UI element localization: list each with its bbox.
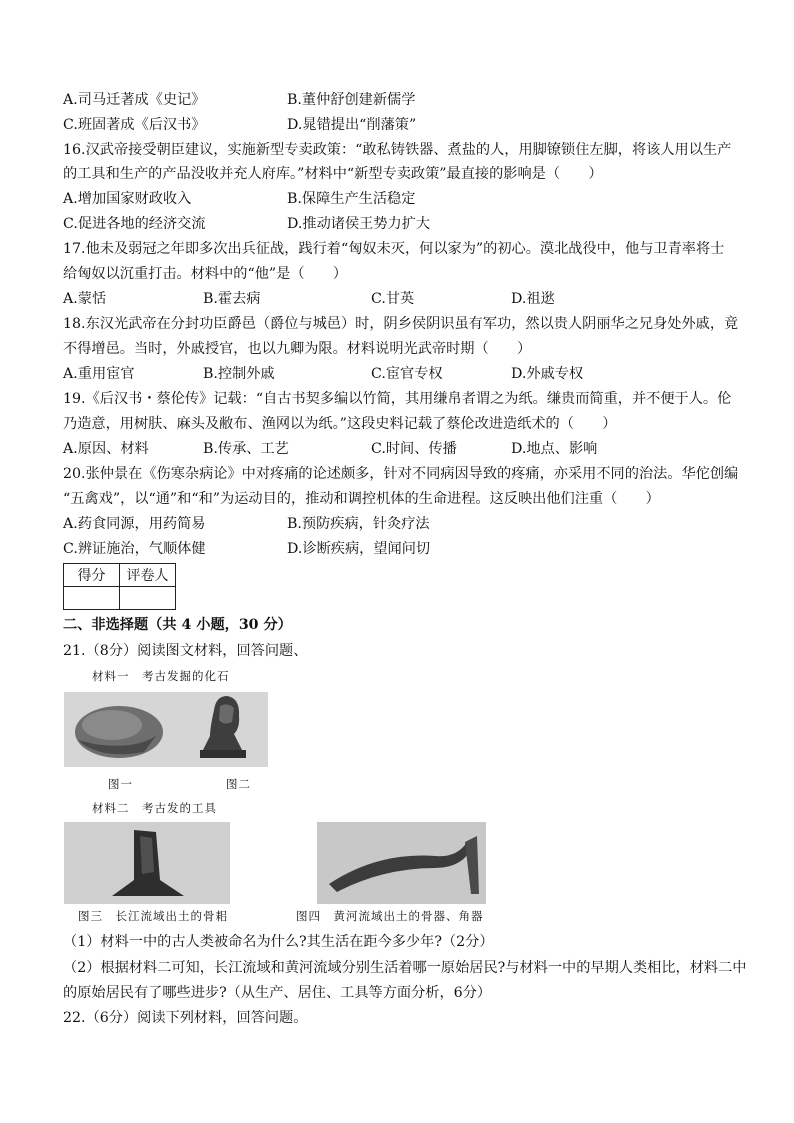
q19-stem-line1: 19.《后汉书・蔡伦传》记载：“自古书契多编以竹简，其用缣帛者谓之为纸。缣贵而简重，并不便于人。伦: [63, 391, 732, 407]
score-table: [63, 563, 176, 610]
q21-stem: 21.（8分）阅读图文材料，回答问题、: [63, 643, 308, 659]
q20-stem-line1: 20.张仲景在《伤寒杂病论》中对疼痛的论述颇多，针对不同病因导致的疼痛，亦采用不同的治法。华佗创编: [63, 466, 739, 482]
q17-option-a: A.蒙恬: [63, 291, 107, 307]
q19-option-a: A.原因、材料: [63, 441, 149, 457]
bone-spade-photo: [64, 822, 230, 904]
fossil-photo: [64, 692, 268, 767]
q17-stem-line2: 给匈奴以沉重打击。材料中的“他”是（ ）: [63, 266, 348, 282]
q15-option-a: A.司马迁著成《史记》: [63, 92, 206, 108]
q19-stem-line2: 乃造意，用树肤、麻头及敝布、渔网以为纸。”这段史料记载了蔡伦改进造纸术的（ ）: [63, 416, 617, 432]
q17-option-d: D.祖逖: [511, 291, 555, 307]
fig3-caption: 图三 长江流域出土的骨耜: [78, 909, 228, 923]
q21-subquestion-1: （1）材料一中的古人类被命名为什么?其生活在距今多少年?（2分）: [63, 934, 494, 950]
score-header: 得分: [64, 564, 120, 587]
q16-option-c: C.促进各地的经济交流: [63, 216, 206, 232]
q17-stem-line1: 17.他未及弱冠之年即多次出兵征战，践行着“匈奴未灭，何以家为”的初心。漠北战役中，他与卫青率将士: [63, 241, 725, 257]
q20-option-d: D.诊断疾病，望闻问切: [287, 541, 431, 557]
q19-option-c: C.时间、传播: [371, 441, 457, 457]
q21-subquestion-2-line2: 的原始居民有了哪些进步?（从生产、居住、工具等方面分析，6分）: [63, 985, 492, 1001]
q20-stem-line2: “五禽戏”，以“通”和“和”为运动目的，推动和调控机体的生命进程。这反映出他们注重（ ）: [63, 491, 660, 507]
bone-tools-illustration: [317, 822, 486, 904]
q18-stem-line1: 18.东汉光武帝在分封功臣爵邑（爵位与城邑）时，阴乡侯阴识虽有军功，然以贵人阴丽华之兄身处外戚，竟: [63, 316, 739, 332]
q21-subquestion-2-line1: （2）根据材料二可知，长江流域和黄河流域分别生活着哪一原始居民?与材料一中的早期人类相比，材料二中: [63, 960, 747, 976]
q15-option-c: C.班固著成《后汉书》: [63, 117, 206, 133]
bone-tools-photo: [317, 822, 486, 904]
bone-spade-illustration: [64, 822, 230, 904]
grader-header: 评卷人: [120, 564, 176, 587]
q16-stem-line1: 16.汉武帝接受朝臣建议，实施新型专卖政策：“敢私铸铁器、煮盐的人，用脚镣锁住左脚，将该人用以生产: [63, 142, 732, 158]
q20-option-c: C.辨证施治，气顺体健: [63, 541, 206, 557]
fossil-illustration: [64, 692, 268, 767]
q22-stem: 22.（6分）阅读下列材料，回答问题。: [63, 1010, 308, 1026]
q18-stem-line2: 不得增邑。当时，外戚授官，也以九卿为限。材料说明光武帝时期（ ）: [63, 341, 532, 357]
grader-cell[interactable]: [120, 587, 176, 610]
q21-material1-label: 材料一 考古发掘的化石: [92, 669, 230, 683]
section2-title: 二、非选择题（共 4 小题，30 分）: [63, 617, 292, 633]
q16-stem-line2: 的工具和生产的产品没收并充人府库。”材料中“新型专卖政策”最直接的影响是（ ）: [63, 166, 603, 182]
q19-option-d: D.地点、影响: [511, 441, 598, 457]
q17-option-b: B.霍去病: [203, 291, 261, 307]
q19-option-b: B.传承、工艺: [203, 441, 289, 457]
q20-option-a: A.药食同源，用药简易: [63, 516, 206, 532]
fig1-caption: 图一: [108, 777, 133, 791]
q18-option-d: D.外戚专权: [511, 366, 584, 382]
q21-material2-label: 材料二 考古发的工具: [92, 801, 217, 815]
q15-option-b: B.董仲舒创建新儒学: [287, 92, 416, 108]
score-cell[interactable]: [64, 587, 120, 610]
q20-option-b: B.预防疾病，针灸疗法: [287, 516, 430, 532]
q18-option-c: C.宦官专权: [371, 366, 443, 382]
q17-option-c: C.甘英: [371, 291, 415, 307]
q16-option-b: B.保障生产生活稳定: [287, 191, 416, 207]
q16-option-d: D.推动诸侯王势力扩大: [287, 216, 431, 232]
q18-option-b: B.控制外戚: [203, 366, 275, 382]
q16-option-a: A.增加国家财政收入: [63, 191, 192, 207]
fig4-caption: 图四 黄河流域出土的骨器、角器: [296, 909, 484, 923]
fig2-caption: 图二: [226, 777, 251, 791]
q15-option-d: D.晁错提出“削藩策”: [287, 117, 417, 133]
q18-option-a: A.重用宦官: [63, 366, 135, 382]
